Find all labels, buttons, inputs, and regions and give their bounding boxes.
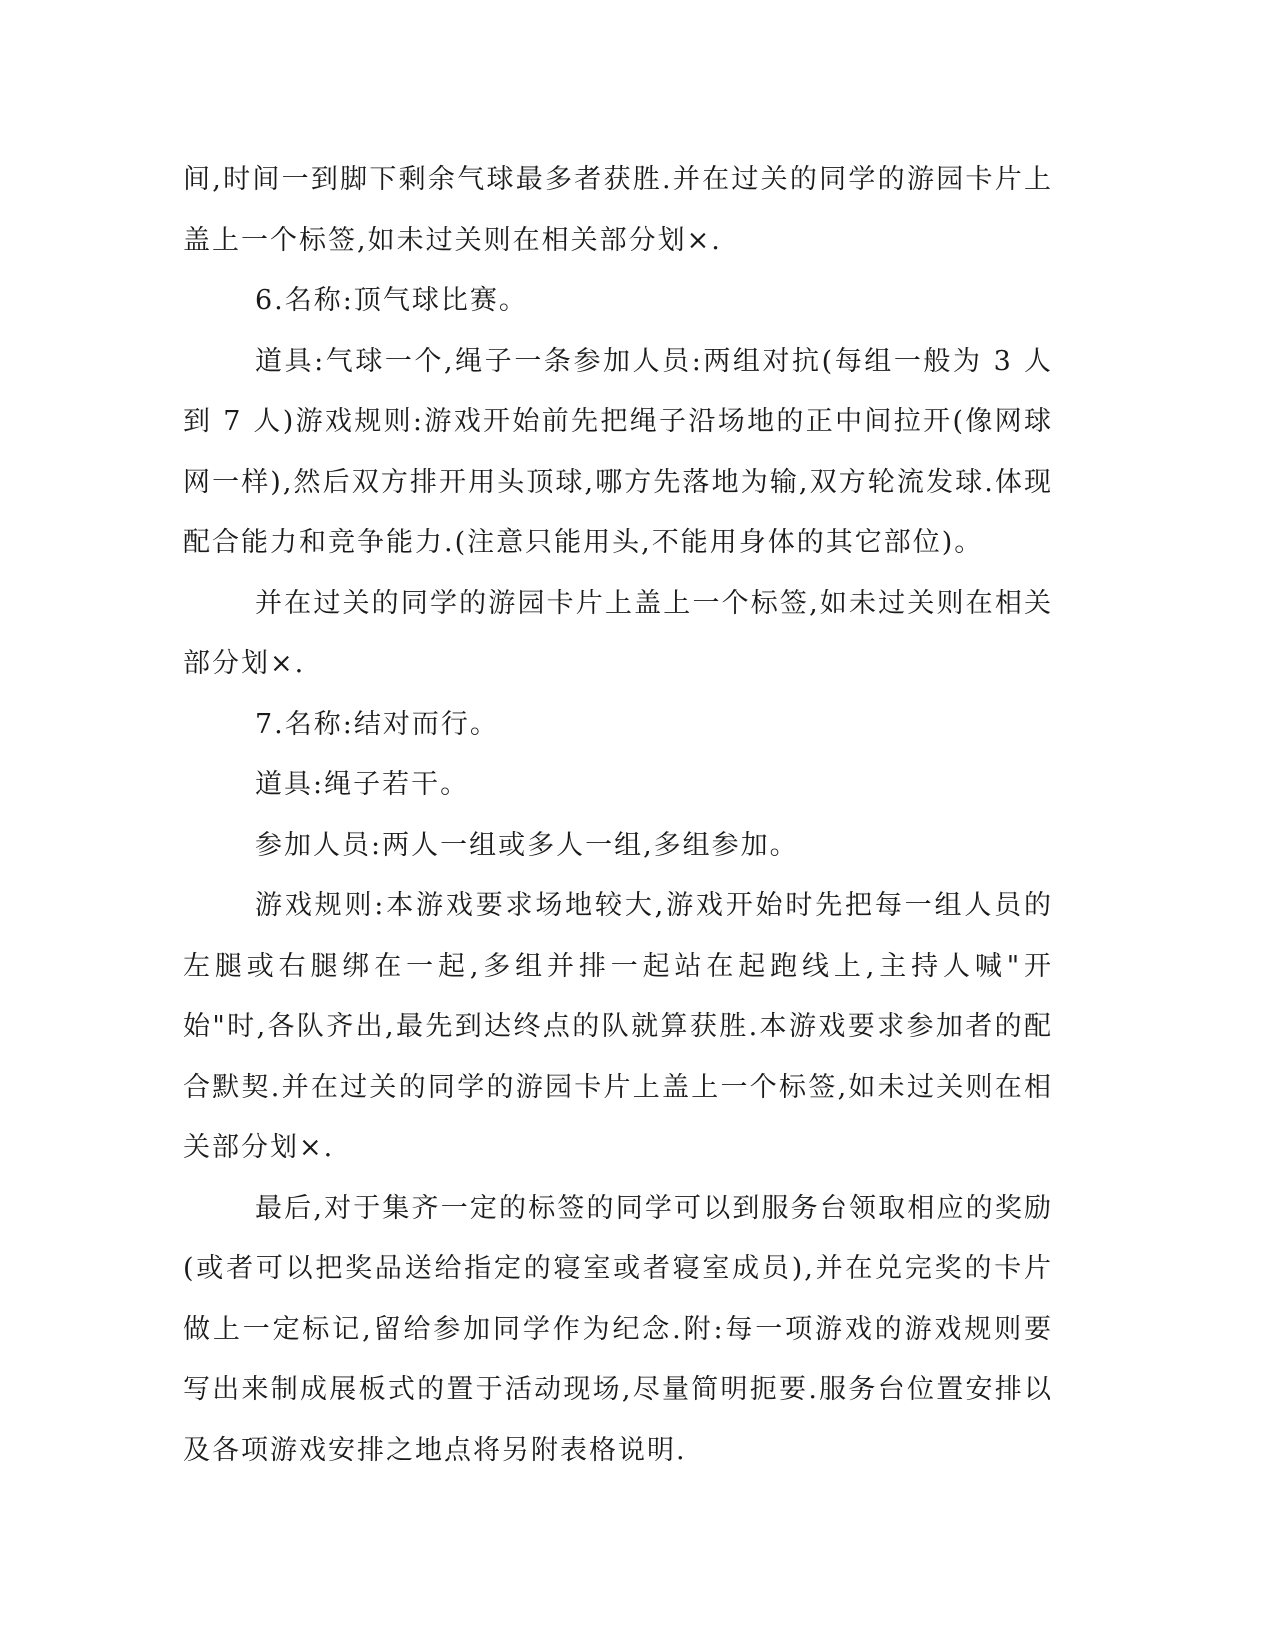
paragraph-continuation: 间,时间一到脚下剩余气球最多者获胜.并在过关的同学的游园卡片上盖上一个标签,如未过关则在相关部分划×. — [183, 164, 1053, 256]
paragraph-game7-props: 道具:绳子若干。 — [255, 769, 470, 800]
paragraph-game6-name: 6.名称:顶气球比赛。 — [255, 285, 528, 316]
paragraph-final-rewards: 最后,对于集齐一定的标签的同学可以到服务台领取相应的奖励(或者可以把奖品送给指定的寝室或者寝室成员),并在兑完奖的卡片做上一定标记,留给参加同学作为纪念.附:每一项游戏的游戏规则要写出来制成展板式的置于活动现场,尽量简明扼要.服务台位置安排以及各项游戏安排之地点将另附表格说明. — [183, 1192, 1053, 1466]
paragraph-game6-rules: 道具:气球一个,绳子一条参加人员:两组对抗(每组一般为 3 人到 7 人)游戏规则:游戏开始前先把绳子沿场地的正中间拉开(像网球网一样),然后双方排开用头顶球,哪方先落地为输,双方轮流发球.体现配合能力和竞争能力.(注意只能用头,不能用身体的其它部位)。 — [183, 345, 1053, 558]
paragraph-game7-name: 7.名称:结对而行。 — [255, 708, 499, 740]
paragraph-game7-participants: 参加人员:两人一组或多人一组,多组参加。 — [255, 829, 799, 861]
paragraph-game7-rules: 游戏规则:本游戏要求场地较大,游戏开始时先把每一组人员的左腿或右腿绑在一起,多组并排一起站在起跑线上,主持人喊"开始"时,各队齐出,最先到达终点的队就算获胜.本游戏要求参加者的配合默契.并在过关的同学的游园卡片上盖上一个标签,如未过关则在相关部分划×. — [183, 890, 1053, 1163]
document-body — [183, 150, 1053, 1481]
paragraph-game6-stamp: 并在过关的同学的游园卡片上盖上一个标签,如未过关则在相关部分划×. — [183, 587, 1053, 679]
